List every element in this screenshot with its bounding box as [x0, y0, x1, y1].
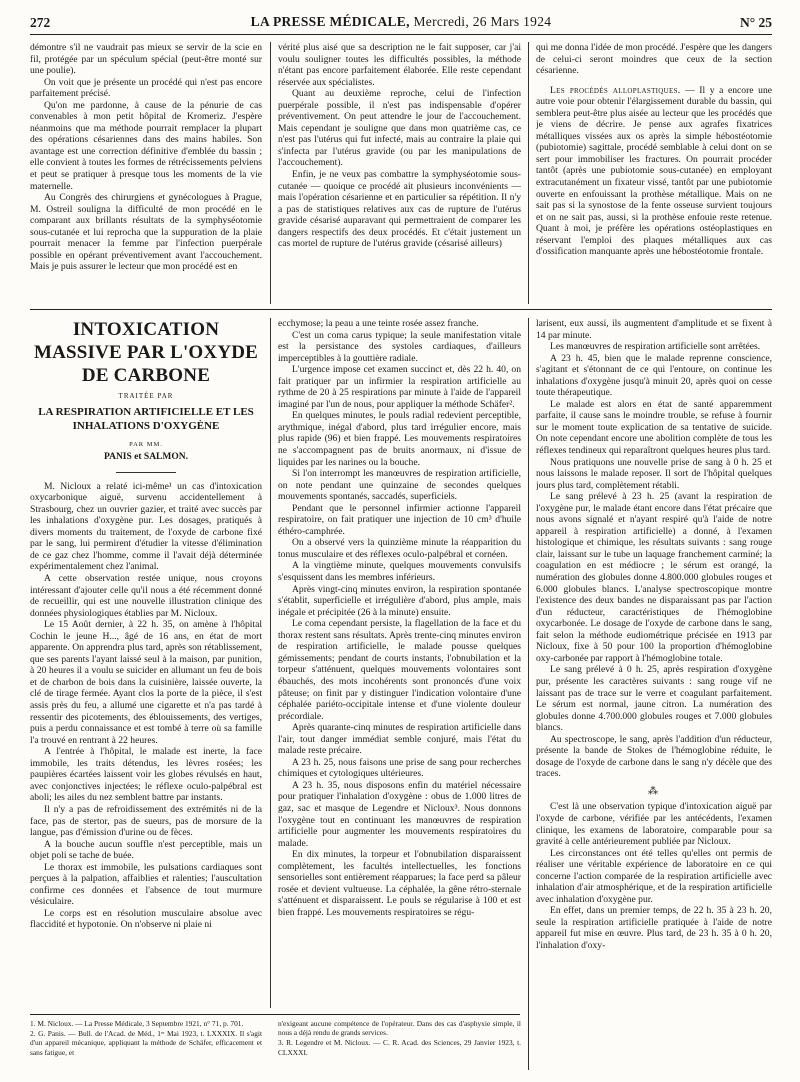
paragraph: A la vingtième minute, quelques mouvements convulsifs s'esquissent dans les membres inférieurs.: [278, 560, 521, 584]
paragraph: Les manœuvres de respiration artificielle sont arrêtées.: [550, 341, 761, 353]
article-subtitle: LA RESPIRATION ARTIFICIELLE ET LES INHALATIONS D'OXYGÈNE: [38, 405, 254, 432]
article-column-1: [30, 318, 262, 1008]
article-column-3: [536, 318, 772, 1070]
paragraph: Après vingt-cinq minutes environ, la respiration spontanée s'établit, superficielle et irrégulière d'abord, plus ample, mais inégale et précipitée (26 à la minute) ensuite.: [278, 583, 521, 618]
paragraph: A 23 h. 35, nous disposons enfin du matériel nécessaire pour pratiquer l'inhalation d'oxygène : obus de 1.000 litres de gaz, sac et masque de Legendre et Nicloux³. Nous donnons l'oxygène tout en continuant les manœuvres de respiration artificielle pour augmenter les mouvements respiratoires du malade.: [278, 779, 521, 849]
footnote: 1. M. Nicloux. — La Presse Médicale, 3 Septembre 1921, n° 71, p. 701.: [30, 1019, 244, 1028]
article-column-2: [278, 318, 521, 1008]
journal-name: LA PRESSE MÉDICALE,: [250, 14, 410, 29]
article-title: INTOXICATION MASSIVE PAR L'OXYDE DE CARBONE: [33, 319, 259, 386]
paragraph: C'est là une observation typique d'intoxication aiguë par l'oxyde de carbone, vérifiée par les antécédents, l'examen clinique, les examens de laboratoire, comparable pour sa gravité à celle antérieurement publiée par Nicloux.: [536, 801, 772, 848]
paragraph: Le corps est en résolution musculaire absolue avec flaccidité et hypotonie. On n'observe ni plaie ni: [30, 907, 262, 931]
section-separator: ⁂: [648, 785, 660, 797]
top-column-3: [536, 42, 772, 304]
paragraph: Le thorax est immobile, les pulsations cardiaques sont perçues à la palpation, affaiblies et ralenties; l'auscultation confirme ces données et l'absence de tout murmure vésiculaire.: [30, 861, 262, 908]
article-heading: [30, 318, 262, 473]
paragraph: Les circonstances ont été telles qu'elles ont permis de réaliser une véritable expérience de laboratoire en ce qui concerne l'action comparée de la respiration artificielle avec inhalation d'air atmosphérique, et de la respiration artificielle avec inhalation d'oxygène pur.: [536, 847, 772, 905]
footnote: 3. R. Legendre et M. Nicloux. — C. R. Acad. des Sciences, 29 Janvier 1923, t. CLXXXI.: [278, 1038, 521, 1057]
paragraph: Si l'on interrompt les manœuvres de respiration artificielle, on note pendant une quinzaine de secondes quelques mouvements spontanés, saccadés, superficiels.: [278, 468, 521, 503]
paragraph: L'urgence impose cet examen succinct et, dès 22 h. 40, on fait pratiquer par un infirmier la respiration artificielle au rythme de 20 à 25 respirations par minute à l'aide de l'appareil imaginé par l'un de nous, pour appliquer la méthode Schäfer².: [278, 364, 521, 410]
paragraph: En effet, dans un premier temps, de 22 h. 35 à 23 h. 20, seule la respiration artificielle pratiquée à l'aide de notre appareil fut mise en œuvre. Plus tard, de 23 h. 35 à 0 h. 20, l'inhalation d'oxy-: [536, 905, 772, 951]
paragraph: Enfin, je ne veux pas combattre la symphyséotomie sous-cutanée — quoique ce procédé ait plusieurs inconvénients — mais l'opération césarienne et en particulier sa répétition. Il n'y a pas de statistiques relatives aux cas de rupture de l'utérus gravide césarisé auparavant qui permettraient de comparer les dangers respectifs des deux procédés. Et c'était justement un cas mortel de rupture de l'utérus gravide (césarisé ailleurs): [278, 169, 521, 250]
paragraph: C'est un coma carus typique; la seule manifestation vitale est la persistance des systoles cardiaques, d'ailleurs imperceptibles à la gouttière radiale.: [278, 329, 521, 364]
paragraph: Pendant que le personnel infirmier actionne l'appareil respiratoire, on fait pratiquer une injection de 10 cm³ d'huile éthéro-camphrée.: [278, 502, 521, 537]
heading-rule: [116, 472, 176, 473]
top-column-2: [278, 42, 521, 304]
page-header: [30, 12, 772, 35]
footnotes-right: [278, 1019, 521, 1058]
column-divider: [270, 318, 271, 1008]
section-title: Les procédés alloplastiques.: [550, 84, 681, 96]
paragraph: A cette observation restée unique, nous croyons intéressant d'ajouter celle qu'il nous a été récemment donné de recueillir, qui est une nouvelle illustration clinique des données physiologiques établies par M. Nicloux.: [30, 573, 262, 619]
paragraph: A l'entrée à l'hôpital, le malade est inerte, la face immobile, les traits détendus, les lèvres rosées; les paupières écartées laissent voir les globes révulsés en haut, avec conjonctives injectées; le réflexe oculo-palpébral est aboli; les ailes du nez semblent battre par instants.: [30, 746, 262, 804]
issue-date: Mercredi, 26 Mars 1924: [413, 14, 552, 29]
issue-number: N° 25: [739, 15, 772, 30]
paragraph: Quant au deuxième reproche, celui de l'infection puerpérale possible, il n'est pas indispensable d'opérer préventivement. On peut attendre le jour de l'accouchement. Mais cependant je souligne que dans mon quatrième cas, ce n'est pas l'utérus qui fut infecté, mais au contraire la plaie qui s'infecta par l'utérus gravide (ou par les manipulations de l'accouchement).: [278, 88, 521, 169]
column-divider: [270, 42, 271, 304]
paragraph: Nous pratiquons une nouvelle prise de sang à 0 h. 25 et nous laissons le malade reposer. Il sort de l'hôpital quelques jours plus tard, complètement rétabli.: [536, 456, 772, 491]
article-separator: [30, 309, 772, 310]
paragraph: démontre s'il ne vaudrait pas mieux se servir de la scie en fil, protégée par un spéculum spécial (peut-être monté sur une poulie).: [30, 42, 262, 77]
journal-title: [30, 14, 772, 30]
article-authors: PANIS et SALMON.: [103, 452, 188, 463]
section-paragraph: [536, 85, 772, 258]
paragraph: Le sang prélevé à 0 h. 25, après respiration d'oxygène pur, présente les caractères suivants : sang rouge vif ne laissant pas de trace sur le verre et coagulant parfaitement. Le sérum est normal, jaune citron. La numération des globules donne 4.700.000 globules rouges et 7.000 globules blancs.: [536, 664, 772, 734]
paragraph: Au spectroscope, le sang, après l'addition d'un réducteur, présente la bande de Stokes de l'hémoglobine réduite, le dosage de l'oxyde de carbone dans le sang n'y décèle que des traces.: [536, 733, 772, 780]
paragraph: En dix minutes, la torpeur et l'obnubilation disparaissent complètement, les facultés intellectuelles, les fonctions sensorielles sont entièrement réapparues; la face perd sa pâleur rosée et devient vultueuse. La céphalée, la gêne rétro-sternale s'atténuent et disparaissent. Le pouls se régularise à 100 et est bien frappé. Les mouvements respiratoires se régu-: [278, 849, 521, 918]
paragraph: larisent, eux aussi, ils augmentent d'amplitude et se fixent à 14 par minute.: [536, 318, 772, 341]
column-divider: [528, 42, 529, 304]
paragraph: ecchymose; la peau a une teinte rosée assez franche.: [278, 318, 479, 329]
article-treated-by: TRAITÉE PAR: [118, 392, 174, 400]
paragraph: Le coma cependant persiste, la flagellation de la face et du thorax restent sans résultats. Après trente-cinq minutes environ de respiration artificielle, le malade pousse quelques gémissements; pendant de courts instants, l'obnubilation et la torpeur s'atténuent, quelques mouvements volontaires sont ébauchés, des mots incohérents sont prononcés d'une voix pâteuse; on finit par y distinguer l'indication volontaire d'une céphalée pariéto-occipitale intense et d'une violente douleur précordiale.: [278, 618, 521, 722]
paragraph: Au Congrès des chirurgiens et gynécologues à Prague, M. Ostreil souligna la difficulté de mon procédé en le comparant aux brillants résultats de la symphyséotomie sous-cutanée et lui reprocha que la suppuration de la plaie pourrait menacer la femme par l'infection puerpérale possible en opérant préventivement avant l'accouchement. Mais je puis assurer le lecteur que mon procédé est en: [30, 192, 262, 273]
article-par: PAR MM.: [129, 440, 163, 448]
top-column-1: [30, 42, 262, 304]
paragraph: Le sang prélevé à 23 h. 25 (avant la respiration de l'oxygène pur, le malade étant encore dans l'état précaire que nous avons signalé et n'ayant respiré qu'à l'aide de notre appareil à respiration artificielle) a donné, à l'examen histologique et chimique, les résultats suivants : sang rouge clair, laissant sur le tube un laquage franchement carminé; la coagulation en est médiocre ; le sérum est orangé, la numération des globules donne 4.800.000 globules rouges et 6.000 globules blancs. L'analyse spectroscopique montre l'existence des deux bandes ne disparaissant pas par l'action d'un réducteur, caractéristiques de l'hémoglobine oxycarbonée. Le dosage de l'oxyde de carbone dans le sang, fait selon la méthode eudiométrique précisée en 1913 par Nicloux, fixe à 50 pour 100 la proportion d'hémoglobine oxy-carbonée par rapport à l'hémoglobine totale.: [536, 491, 772, 664]
paragraph: qui me donna l'idée de mon procédé. J'espère que les dangers de celui-ci seront moindres que ceux de la section césarienne.: [536, 42, 772, 77]
page-number: 272: [30, 15, 51, 30]
footnote: 2. G. Panis. — Bull. de l'Acad. de Méd., 1ᵉʳ Mai 1923, t. LXXXIX. Il s'agit d'un appareil mécanique, appliquant la méthode de Schäfer, efficacement et sans fatigue, et: [30, 1029, 262, 1057]
paragraph: En quelques minutes, le pouls radial redevient perceptible, arythmique, inégal d'abord, plus tard irrégulier encore, mais plus rapide (96) et bien frappé. Les mouvements respiratoires ne s'accompagnent pas de bruits anormaux, ni d'issue de liquides par les narines ou la bouche.: [278, 410, 521, 468]
section-text: — Il y a encore une autre voie pour obtenir l'élargissement durable du bassin, qui semblera peut-être plus aisée au lecteur que les procédés que je viens de décrire. Je pense aux agrafes fixatrices métalliques vissées aux os après la simple hébostéotomie (pubiotomie) sagittale, procédé semblable à celui dont on se sert pour immobiliser les fractures. On pourrait procéder tantôt (après une pubiotomie sous-cutanée) en employant extracutanément un fixateur vissé, tantôt par une pubiotomie ouverte en enfouissant la prothèse métallique. Mais on ne sait pas si la synostose de la fente osseuse survient toujours et on ne sait pas, aussi, si la prothèse enfouie reste retenue. Quant à moi, je préfère les opérations ostéoplastiques en réservant l'emploi des plaques métalliques aux cas d'ossification manquante après une hébostéotomie frontale.: [536, 84, 772, 258]
paragraph: Il n'y a pas de refroidissement des extrémités ni de la face, pas de stertor, pas de sueurs, pas de morsure de la langue, pas d'émission d'urine ou de fèces.: [30, 803, 262, 839]
footnote: n'exigeant aucune compétence de l'opérateur. Dans des cas d'asphyxie simple, il nous a déjà rendu de grands services.: [278, 1019, 521, 1038]
paragraph: A 23 h. 25, nous faisons une prise de sang pour recherches chimiques et cytologiques ultérieures.: [278, 756, 521, 780]
paragraph: Le malade est alors en état de santé apparemment parfaite, il cause sans le moindre trouble, se refuse à fournir sur le moment toute explication de sa tentative de suicide. On note cependant encore une abolition complète de tous les réflexes tendineux qui reparaîtront quelques heures plus tard.: [536, 398, 772, 457]
paragraph: A 23 h. 45, bien que le malade reprenne conscience, s'agitant et s'étonnant de ce qui l'entoure, on continue les inhalations d'oxygène jusqu'à minuit 20, après quoi on cesse toute thérapeutique.: [536, 352, 772, 399]
paragraph: Le 15 Août dernier, à 22 h. 35, on amène à l'hôpital Cochin le jeune H..., âgé de 16 ans, en état de mort apparente. On apprendra plus tard, après son rétablissement, que ses parents l'ayant laissé seul à la maison, par punition, à 20 heures il a voulu se suicider en allumant un feu de bois et de charbon de bois dans la cuisinière, laissée ouverte, la clé de tirage fermée. Ayant clos la porte de la pièce, il s'est assis près du feu, a allumé une cigarette et n'a pas tardé à ressentir des picotements, des éblouissements, des vertiges, puis a perdu connaissance et est tombé à terre où sa famille l'a trouvé en rentrant à 22 heures.: [30, 619, 262, 746]
paragraph: On voit que je présente un procédé qui n'est pas encore parfaitement précisé.: [30, 76, 262, 100]
paragraph: On a observé vers la quinzième minute la réapparition du tonus musculaire et des réflexes oculo-palpébral et cornéen.: [278, 537, 521, 560]
paragraph: M. Nicloux a relaté ici-même¹ un cas d'intoxication oxycarbonique aiguë, survenu accidentellement à Strasbourg, chez un ouvrier gazier, et traité avec succès par les inhalations d'oxygène pur. Les dosages, pratiqués à divers moments du traitement, de l'oxyde de carbone fixé par le sang, lui permirent d'étudier la vitesse d'élimination de ce gaz chez l'homme, comme il l'avait déjà déterminée expérimentalement chez l'animal.: [30, 480, 262, 573]
paragraph: vérité plus aisé que sa description ne le fait supposer, car j'ai voulu souligner toutes les difficultés possibles, la méthode n'étant pas encore parfaitement élaborée. Elle reste cependant réservée aux spécialistes.: [278, 42, 521, 88]
paragraph: A la bouche aucun souffle n'est perceptible, mais un objet poli se tache de buée.: [30, 838, 262, 862]
footnotes-left: [30, 1019, 262, 1058]
paragraph: Après quarante-cinq minutes de respiration artificielle dans l'air, tout danger immédiat semble conjuré, mais l'état du malade reste précaire.: [278, 722, 521, 757]
paragraph: Qu'on me pardonne, à cause de la pénurie de cas convenables à mon petit hôpital de Kromeriz. J'espère néanmoins que ma méthode pourrait remplacer la plupart des opérations césariennes dans des mains habiles. Son avantage est une correction définitive d'emblée du bassin ; elle convient à toutes les formes de rétrécissements pelviens et peut se pratiquer à presque tous les moments de la vie maternelle.: [30, 99, 262, 192]
column-divider: [528, 318, 529, 1070]
footnote-rule: [30, 1014, 520, 1015]
